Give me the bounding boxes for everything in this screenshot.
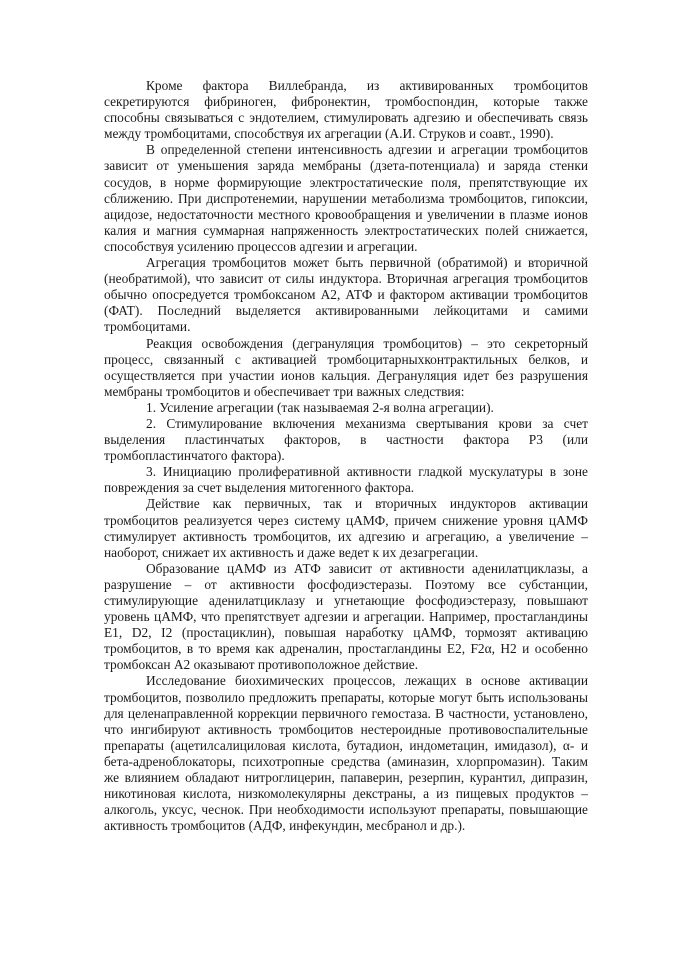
list-item-2: 2. Стимулирование включения механизма свертывания крови за счет выделения пластинчатых факторов, в частности фактора Р3 (или тромбопластинчатого фактора).	[104, 415, 588, 464]
document-body	[104, 78, 588, 834]
paragraph-camp-formation: Образование цАМФ из АТФ зависит от активности аденилатциклазы, а разрушение – от активности фосфодиэстеразы. Поэтому все субстанции, стимулирующие аденилатциклазу и угнетающие фосфодиэстеразу, повышают уровень цАМФ, что препятствует адгезии и агрегации. Например, простагландины Е1, D2, I2 (простациклин), повышая наработку цАМФ, тормозят активацию тромбоцитов, в то время как адреналин, простагландины Е2, F2α, Н2 и особенно тромбоксан А2 оказывают противоположное действие.	[104, 560, 588, 673]
paragraph-electrostatic-charge: В определенной степени интенсивность адгезии и агрегации тромбоцитов зависит от уменьшения заряда мембраны (дзета-потенциала) и заряда стенки сосудов, в норме формирующие электростатические поля, препятствующие их сближению. При диспротенемии, нарушении метаболизма тромбоцитов, гипоксии, ацидозе, недостаточности местного кровообращения и увеличении в плазме ионов калия и магния суммарная напряженность электростатических полей снижается, способствуя усилению процессов адгезии и агрегации.	[104, 142, 588, 254]
paragraph-degranulation: Реакция освобождения (дегрануляция тромбоцитов) – это секреторный процесс, связанный с активацией тромбоцитарныхконтрактильных белков, и осуществляется при участии ионов кальция. Дегрануляция идет без разрушения мембраны тромбоцитов и обеспечивает три важных следствия:	[104, 335, 588, 399]
paragraph-aggregation-types: Агрегация тромбоцитов может быть первичной (обратимой) и вторичной (необратимой), что зависит от силы индуктора. Вторичная агрегация тромбоцитов обычно опосредуется тромбоксаном А2, АТФ и фактором активации тромбоцитов (ФАТ). Последний выделяется активированными лейкоцитами и самими тромбоцитами.	[104, 255, 588, 335]
paragraph-von-willebrand: Кроме фактора Виллебранда, из активированных тромбоцитов секретируются фибриноген, фибронектин, тромбоспондин, которые также способны связываться с эндотелием, стимулировать адгезию и обеспечивать связь между тромбоцитами, способствуя их агрегации (А.И. Струков и соавт., 1990).	[104, 78, 588, 142]
paragraph-camp-system: Действие как первичных, так и вторичных индукторов активации тромбоцитов реализуется через систему цАМФ, причем снижение уровня цАМФ стимулирует активность тромбоцитов, их адгезию и агрегацию, а увеличение – наоборот, снижает их активность и даже ведет к их дезагрегации.	[104, 496, 588, 560]
paragraph-biochemical-research: Исследование биохимических процессов, лежащих в основе активации тромбоцитов, позволило предложить препараты, которые могут быть использованы для целенаправленной коррекции первичного гемостаза. В частности, установлено, что ингибируют активность тромбоцитов нестероидные противовоспалительные препараты (ацетилсалициловая кислота, бутадион, индометацин, имидазол), α- и бета-адреноблокаторы, психотропные средства (аминазин, хлорпромазин). Таким же влиянием обладают нитроглицерин, папаверин, резерпин, курантил, дипразин, никотиновая кислота, низкомолекулярны декстраны, а из пищевых продуктов – алкоголь, уксус, чеснок. При необходимости используют препараты, повышающие активность тромбоцитов (АДФ, инфекундин, месбранол и др.).	[104, 673, 588, 834]
list-item-1: 1. Усиление агрегации (так называемая 2-я волна агрегации).	[146, 399, 494, 415]
list-item-3: 3. Инициацию пролиферативной активности гладкой мускулатуры в зоне повреждения за счет выделения митогенного фактора.	[104, 464, 588, 496]
